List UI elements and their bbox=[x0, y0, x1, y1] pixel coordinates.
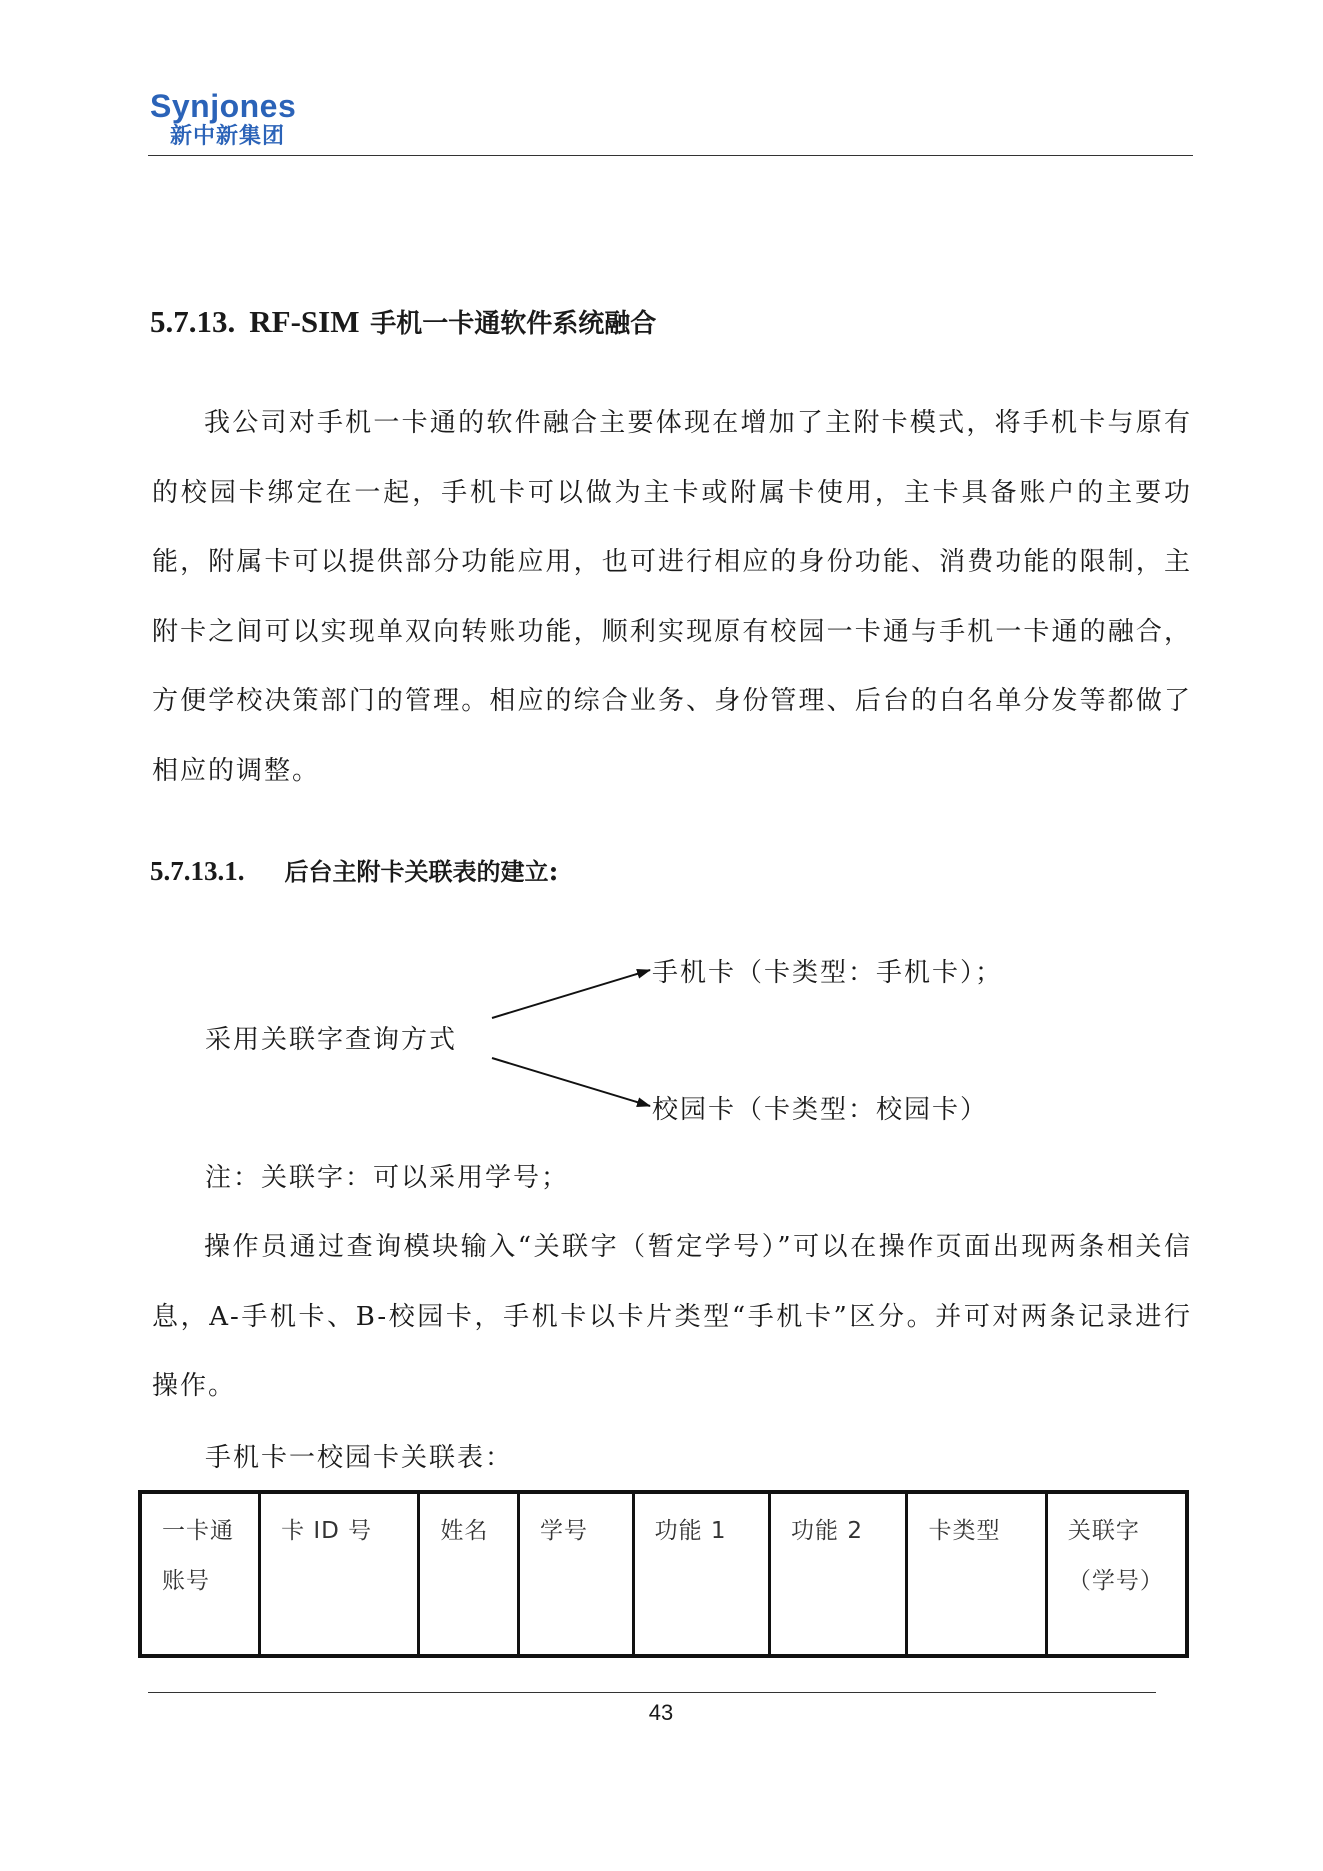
footer-rule bbox=[148, 1692, 1156, 1693]
logo-text-cn: 新中新集团 bbox=[170, 124, 286, 149]
header-cell: 学号 bbox=[519, 1492, 634, 1656]
section-number: 5.7.13. bbox=[150, 304, 236, 339]
table-caption: 手机卡一校园卡关联表： bbox=[205, 1443, 514, 1473]
phone-card-label: 手机卡（卡类型：手机卡）； bbox=[652, 958, 1004, 988]
header-cell: 一卡通账号 bbox=[140, 1492, 260, 1656]
logo-text-en: Synjones bbox=[150, 88, 297, 124]
subsection-title: 后台主附卡关联表的建立 bbox=[284, 858, 549, 886]
campus-card-label: 校园卡（卡类型：校园卡） bbox=[652, 1095, 989, 1125]
section-paragraph: 我公司对手机一卡通的软件融合主要体现在增加了主附卡模式，将手机卡与原有的校园卡绑定在一起，手机卡可以做为主卡或附属卡使用，主卡具备账户的主要功能，附属卡可以提供部分功能应用，也可进行相应的身份功能、消费功能的限制，主附卡之间可以实现单双向转账功能，顺利实现原有校园一卡通与手机一卡通的融合，方便学校决策部门的管理。相应的综合业务、身份管理、后台的白名单分发等都做了相应的调整。 bbox=[152, 408, 1192, 786]
header-cell: 功能 1 bbox=[633, 1492, 769, 1656]
header-cell: 姓名 bbox=[419, 1492, 519, 1656]
query-method-label: 采用关联字查询方式 bbox=[205, 1025, 458, 1055]
table-header-row bbox=[140, 1492, 1187, 1656]
header-cell: 功能 2 bbox=[770, 1492, 907, 1656]
section-title-en: RF-SIM bbox=[249, 304, 360, 339]
operation-paragraph: 操作员通过查询模块输入“关联字（暂定学号）”可以在操作页面出现两条相关信息，A-手机卡、B-校园卡，手机卡以卡片类型“手机卡”区分。并可对两条记录进行操作。 bbox=[152, 1232, 1192, 1401]
association-table bbox=[138, 1490, 1189, 1658]
page-number: 43 bbox=[648, 1700, 674, 1725]
header-cell: 卡类型 bbox=[907, 1492, 1046, 1656]
section-title-cn: 手机一卡通软件系统融合 bbox=[370, 309, 657, 339]
subsection-number: 5.7.13.1. bbox=[150, 856, 245, 886]
subsection-title-suffix: : bbox=[548, 856, 559, 887]
header-cell: 卡 ID 号 bbox=[260, 1492, 419, 1656]
header-cell: 关联字（学号） bbox=[1046, 1492, 1187, 1656]
note-text: 注：关联字：可以采用学号； bbox=[205, 1163, 570, 1193]
arrow-to-campus-card bbox=[492, 1058, 650, 1106]
arrow-to-phone-card bbox=[492, 970, 650, 1018]
